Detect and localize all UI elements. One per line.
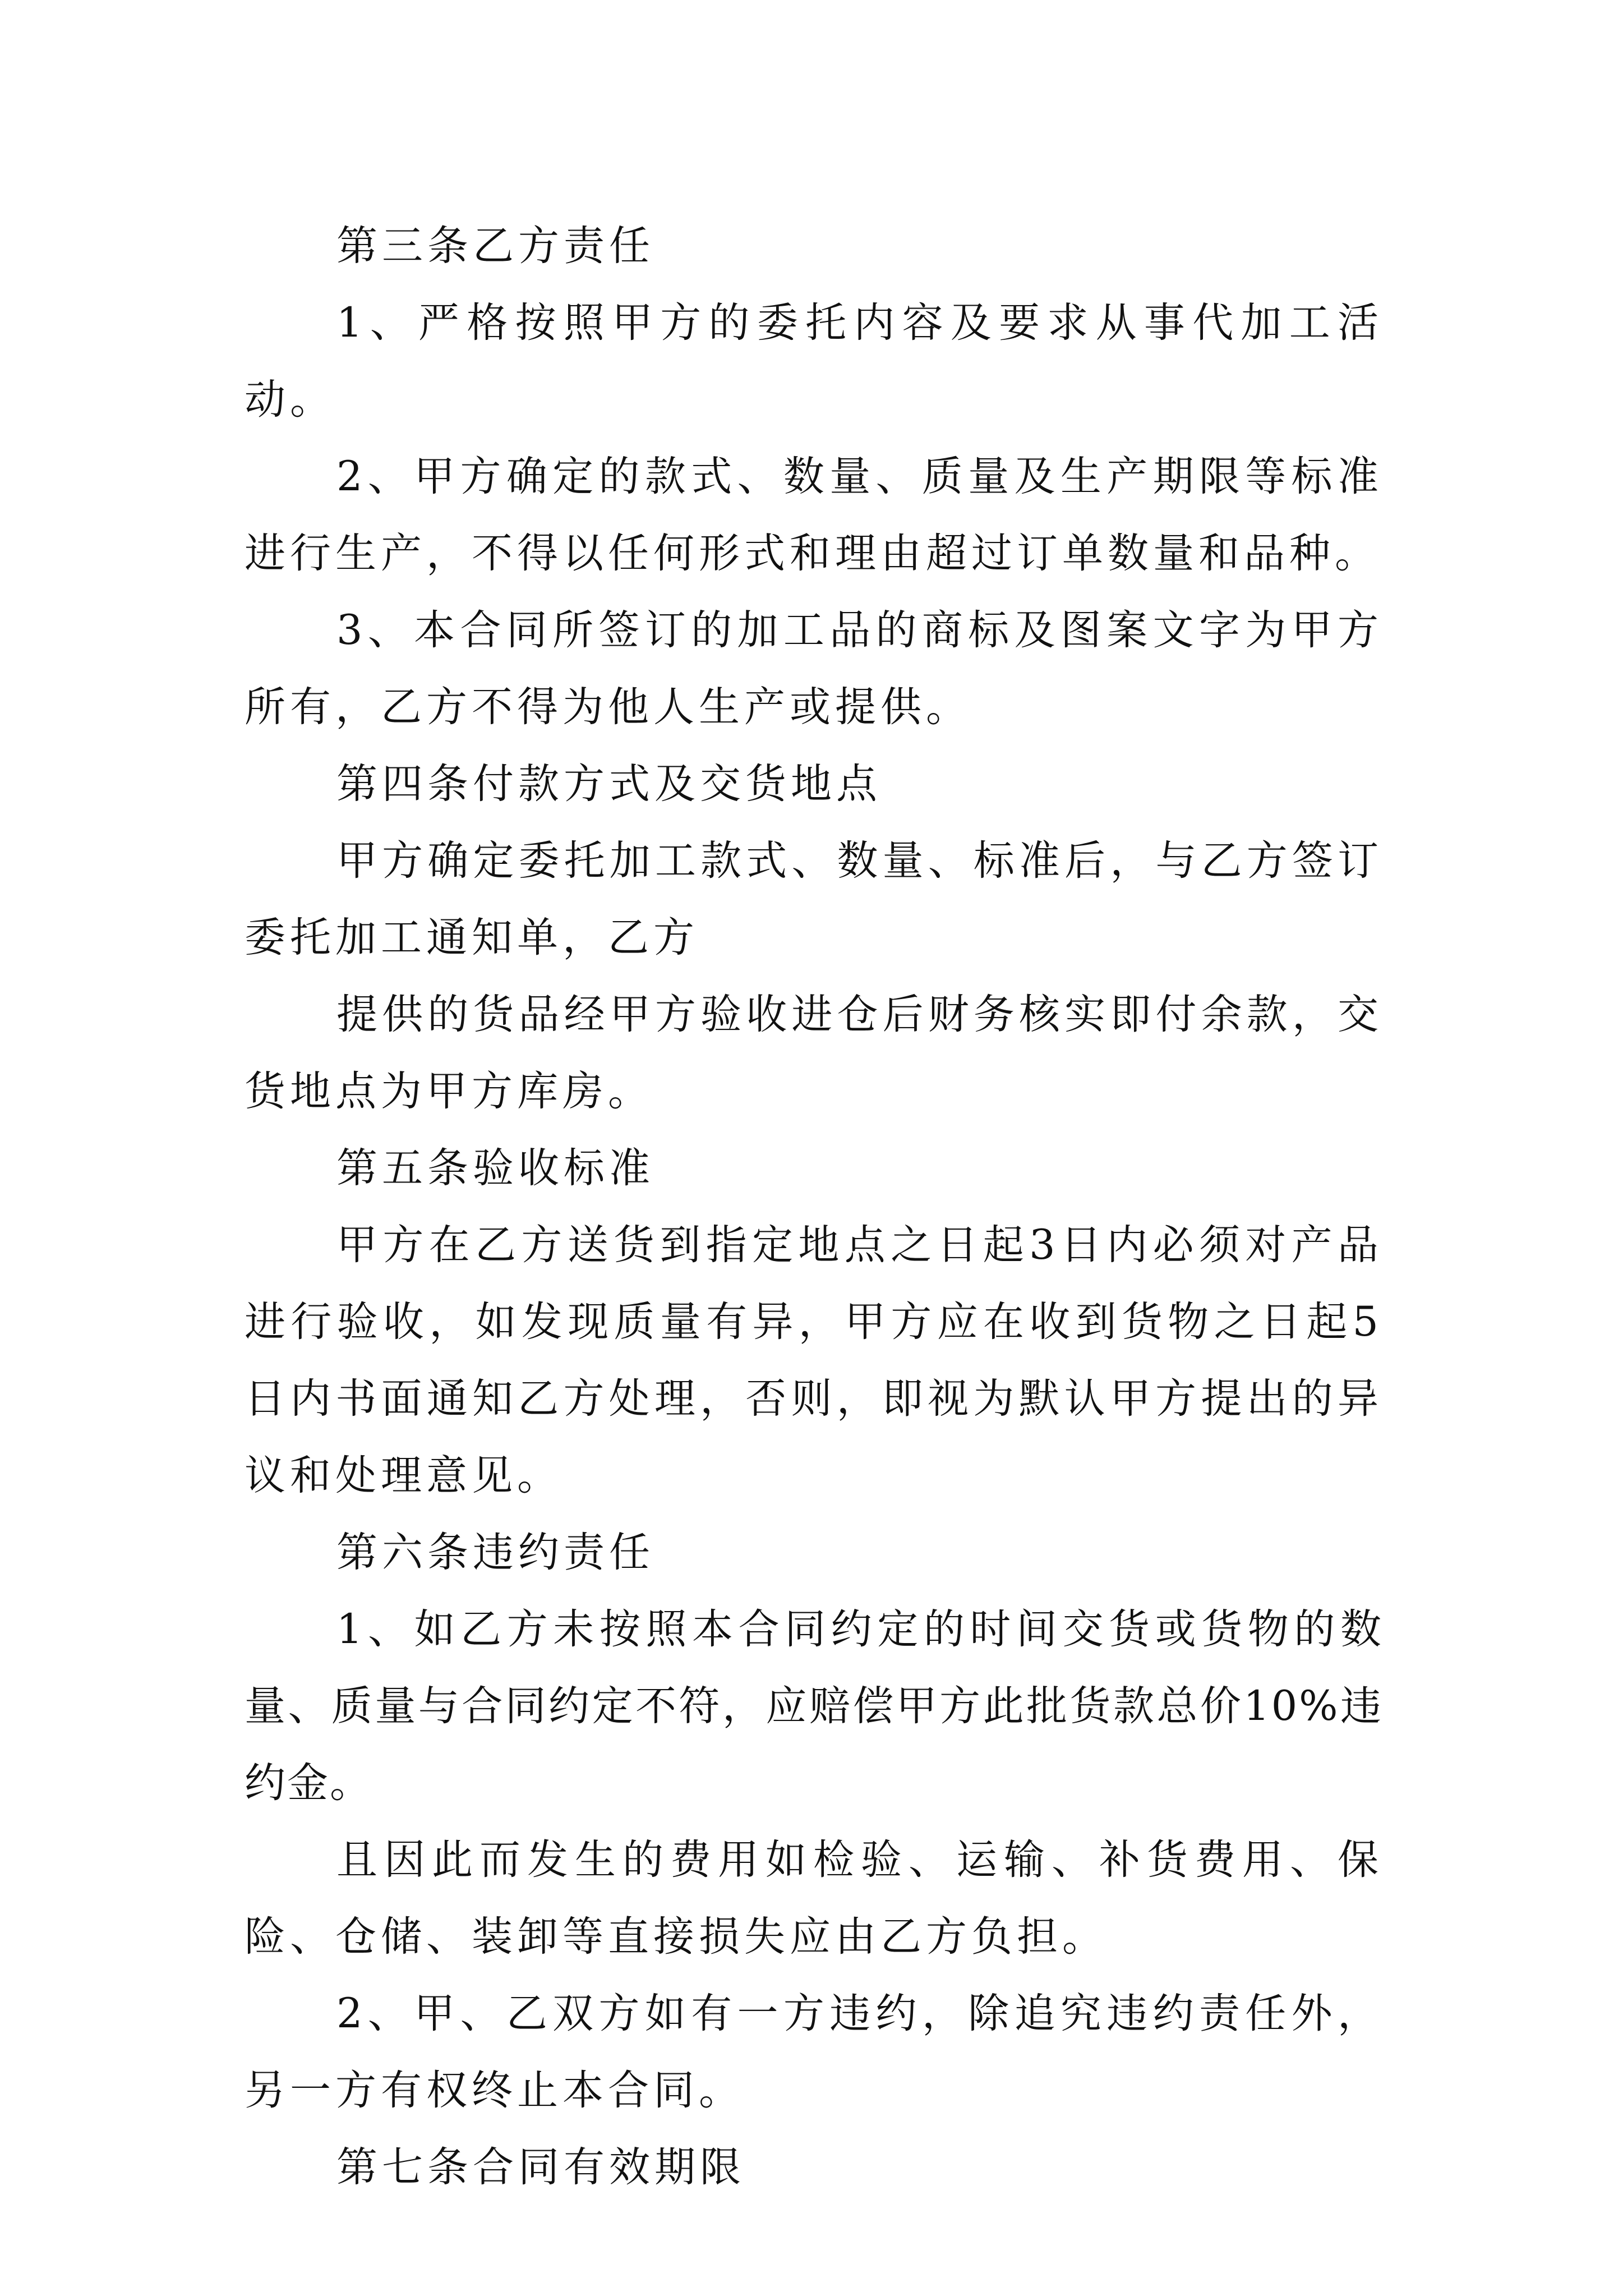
article-5-paragraph: 甲方在乙方送货到指定地点之日起3日内必须对产品进行验收，如发现质量有异，甲方应在收到货物之日起5日内书面通知乙方处理，否则，即视为默认甲方提出的异议和处理意见。	[245, 1221, 1383, 1499]
article-4-paragraph-2: 提供的货品经甲方验收进仓后财务核实即付余款，交货地点为甲方库房。	[245, 991, 1383, 1115]
article-6-clause-2: 2、甲、乙双方如有一方违约，除追究违约责任外，另一方有权终止本合同。	[245, 1990, 1383, 2114]
article-7-heading: 第七条合同有效期限	[336, 2143, 745, 2191]
article-4-heading: 第四条付款方式及交货地点	[336, 760, 882, 808]
article-6-clause-1-continued: 且因此而发生的费用如检验、运输、补货费用、保险、仓储、装卸等直接损失应由乙方负担。	[245, 1836, 1383, 1961]
document-body	[245, 208, 1383, 2206]
article-3-heading: 第三条乙方责任	[336, 222, 654, 270]
article-6-clause-1: 1、如乙方未按照本合同约定的时间交货或货物的数量、质量与合同约定不符，应赔偿甲方此批货款总价10%违约金。	[245, 1605, 1383, 1807]
article-6-heading: 第六条违约责任	[336, 1529, 654, 1576]
article-3-clause-1: 1、严格按照甲方的委托内容及要求从事代加工活动。	[245, 299, 1383, 424]
article-3-clause-2: 2、甲方确定的款式、数量、质量及生产期限等标准进行生产，不得以任何形式和理由超过订单数量和品种。	[245, 453, 1383, 577]
article-4-paragraph-1: 甲方确定委托加工款式、数量、标准后，与乙方签订委托加工通知单，乙方	[245, 837, 1383, 961]
article-3-clause-3: 3、本合同所签订的加工品的商标及图案文字为甲方所有，乙方不得为他人生产或提供。	[245, 606, 1383, 731]
article-5-heading: 第五条验收标准	[336, 1144, 654, 1192]
